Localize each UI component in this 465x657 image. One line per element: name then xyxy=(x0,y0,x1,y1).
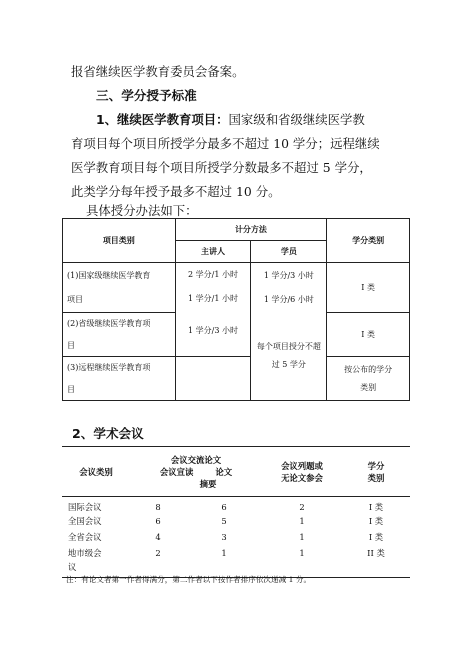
row1-category: (1)国家级继续医学教育 xyxy=(67,270,151,280)
item1-paragraph xyxy=(96,112,365,128)
row3-credit-b: 类别 xyxy=(360,382,377,392)
row3-category: (3)远程继续医学教育项 xyxy=(67,362,151,372)
table-row xyxy=(63,357,410,401)
row2-student-b: 过 5 学分 xyxy=(271,360,306,370)
row1-category-tail: 项目 xyxy=(67,294,83,304)
intro-line-2: 育项目每个项目所授学分最多不超过 10 学分；远程继续 xyxy=(71,136,380,151)
table1-header-category: 项目类别 xyxy=(63,219,176,263)
row-listed: 1 xyxy=(299,548,305,558)
row-listed: 1 xyxy=(299,532,305,542)
intro-line-1: 报省继续医学教育委员会备案。 xyxy=(71,64,245,79)
table2-header-credit-a: 学分 xyxy=(367,460,385,471)
row-abstract: 5 xyxy=(221,516,227,526)
row1-speaker-a: 2 学分/1 小时 xyxy=(188,270,239,279)
table2-header-paper: 论文 xyxy=(215,466,233,477)
row-type: 全国会议 xyxy=(68,516,102,526)
table1-header-method: 计分方法 xyxy=(175,219,327,241)
intro-line-3: 医学教育项目每个项目所授学分数最多不超过 5 学分， xyxy=(71,160,372,175)
table2-header-listed-b: 无论文参会 xyxy=(281,472,323,483)
row-listed: 2 xyxy=(299,502,305,512)
row2-speaker: 1 学分/3 小时 xyxy=(188,326,239,335)
row-type: 全省会议 xyxy=(68,532,102,542)
row-abstract: 6 xyxy=(221,502,227,512)
table2-header-read: 会议宣读 xyxy=(159,466,194,477)
table-row xyxy=(62,497,410,514)
row-read: 2 xyxy=(155,548,161,558)
project-credit-table xyxy=(62,218,410,401)
table1-header-student: 学员 xyxy=(251,241,327,263)
row-type: 地市级会 xyxy=(68,548,102,558)
section-heading-credit-standard: 三、学分授予标准 xyxy=(96,88,197,103)
table-row xyxy=(62,545,410,561)
table2-header-type: 会议类别 xyxy=(62,447,130,497)
row-type-tail: 议 xyxy=(62,561,130,577)
row1-credit: I 类 xyxy=(327,263,410,313)
row-credit: II 类 xyxy=(367,548,385,558)
row-credit: I 类 xyxy=(368,502,384,512)
conference-credit-table xyxy=(62,446,410,578)
row-type: 国际会议 xyxy=(68,502,102,512)
item1-title: 1、继续医学教育项目： xyxy=(96,112,229,127)
table2-header-listed-a: 会议列题或 xyxy=(281,460,323,471)
row1-speaker-b: 1 学分/1 小时 xyxy=(188,294,239,303)
item1-text: 国家级和省级继续医学教 xyxy=(228,112,365,127)
table-row xyxy=(62,513,410,529)
row2-category: (2)省级继续医学教育项 xyxy=(67,318,151,328)
table1-header-speaker: 主讲人 xyxy=(175,241,251,263)
intro-line-5: 具体授分办法如下： xyxy=(86,203,198,218)
table1-header-credit: 学分类别 xyxy=(327,219,410,263)
row-credit: I 类 xyxy=(368,516,384,526)
table2-header-exchange: 会议交流论文 xyxy=(170,454,222,465)
table-row xyxy=(63,263,410,313)
row2-category-tail: 目 xyxy=(67,340,75,350)
row-read: 8 xyxy=(155,502,161,512)
row-credit: I 类 xyxy=(368,532,384,542)
row-abstract: 1 xyxy=(221,548,227,558)
row2-student-a: 每个项目授分不超 xyxy=(256,342,321,352)
row1-student-a: 1 学分/3 小时 xyxy=(263,270,314,280)
row-listed: 1 xyxy=(299,516,305,526)
row-read: 6 xyxy=(155,516,161,526)
section-heading-conference: 2、学术会议 xyxy=(72,426,144,441)
row1-student-b: 1 学分/6 小时 xyxy=(263,294,314,304)
table-footnote: 注：有论文者第一作者得满分，第二作者以下按作者排序依次递减 1 分。 xyxy=(66,575,312,584)
row3-category-tail: 目 xyxy=(67,384,75,394)
intro-line-4: 此类学分每年授予最多不超过 10 分。 xyxy=(71,184,281,199)
row2-credit: I 类 xyxy=(327,313,410,357)
table-row xyxy=(62,529,410,545)
table2-header-abstract: 摘要 xyxy=(199,478,217,489)
row-read: 4 xyxy=(155,532,161,542)
row-abstract: 3 xyxy=(221,532,227,542)
table2-header-credit-b: 类别 xyxy=(367,472,385,483)
row3-credit-a: 按公布的学分 xyxy=(344,364,393,374)
